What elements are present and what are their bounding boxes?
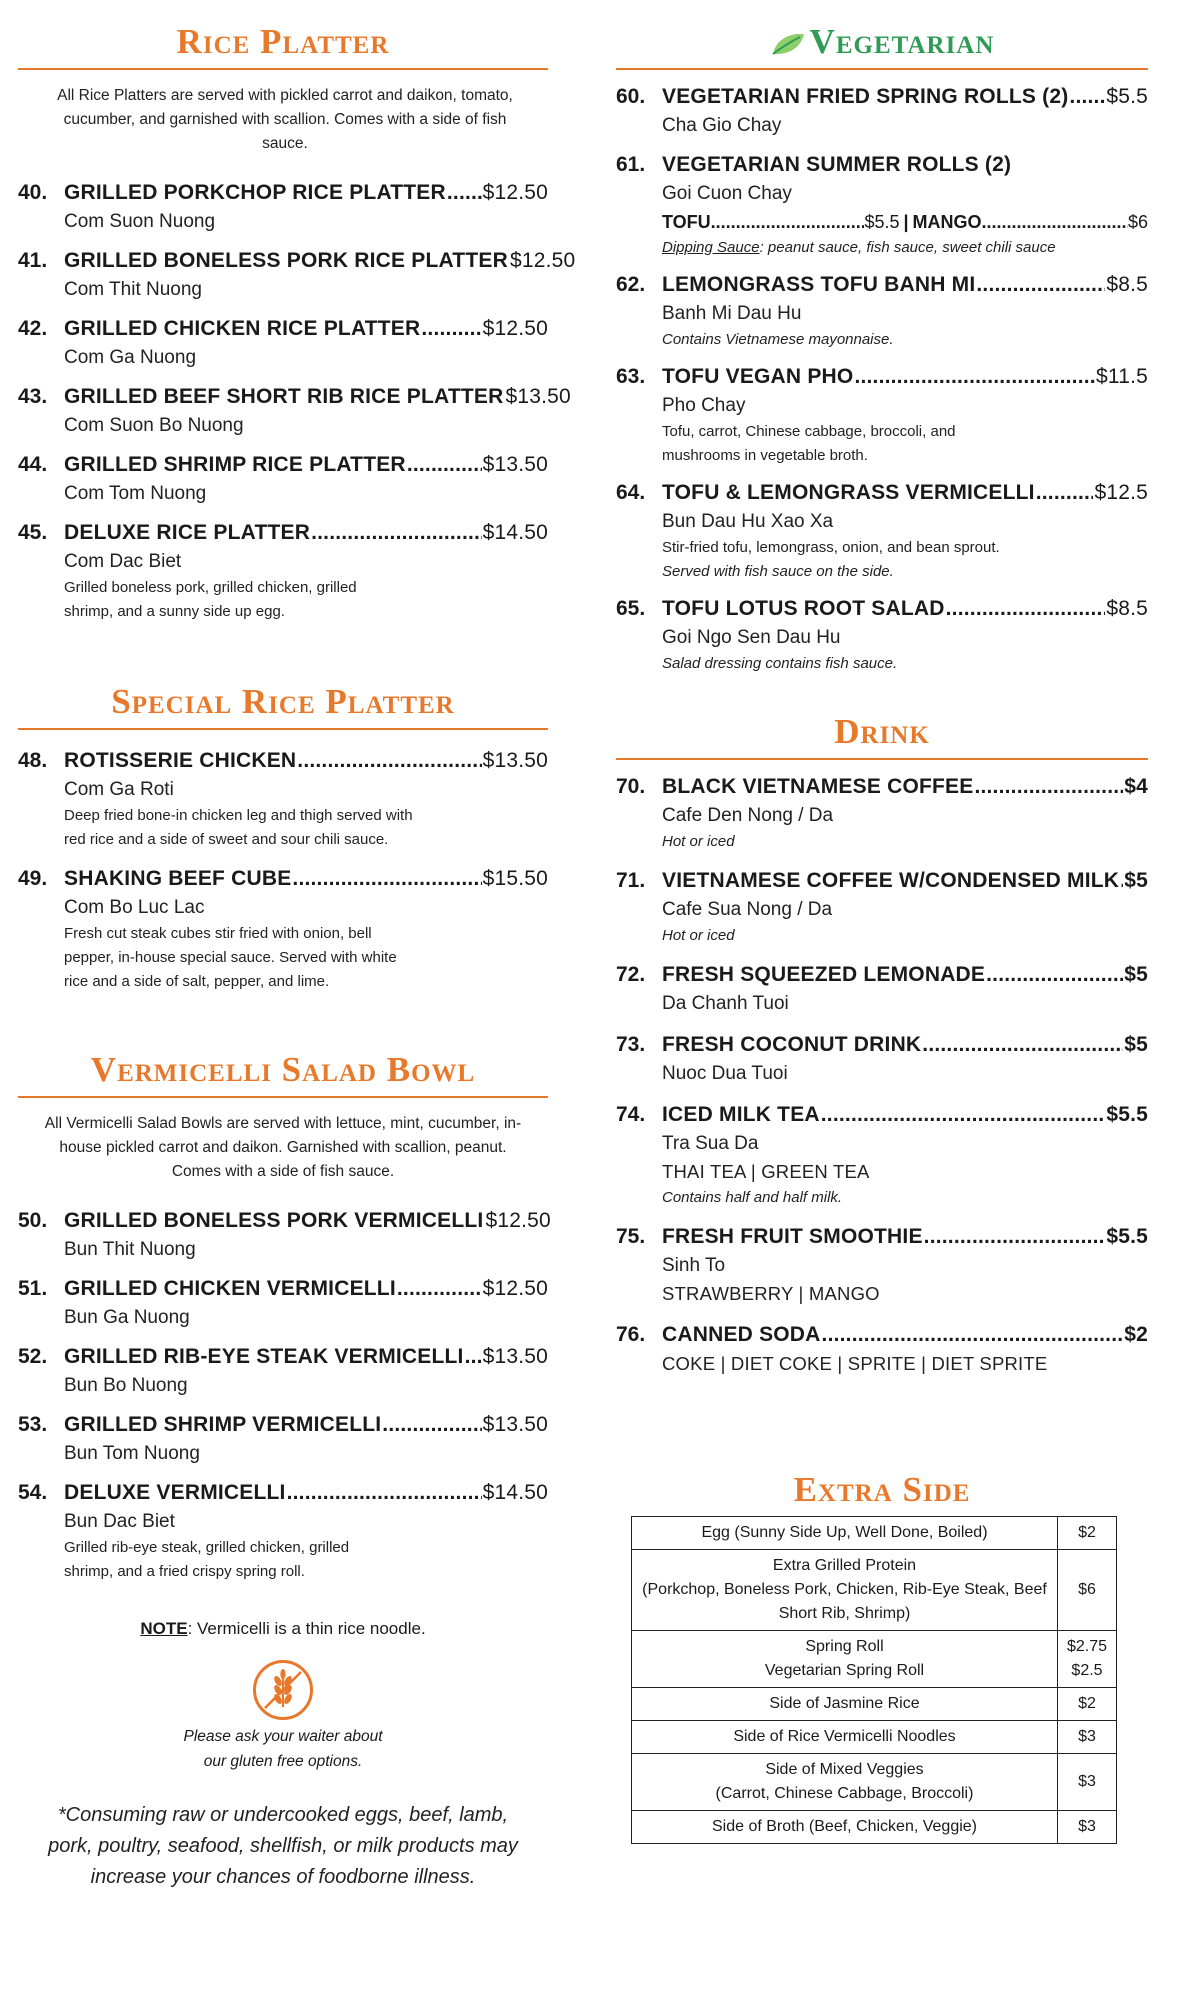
item-number: 70. xyxy=(616,775,646,798)
item-description: Tofu, carrot, Chinese cabbage, broccoli, and mushrooms in vegetable broth. xyxy=(662,423,956,464)
item-note: Hot or iced xyxy=(662,833,735,850)
item-options: COKE | DIET COKE | SPRITE | DIET SPRITE xyxy=(662,1353,1048,1374)
item-subtitle: Da Chanh Tuoi xyxy=(662,993,789,1014)
menu-item xyxy=(18,246,576,304)
dot-leader xyxy=(421,314,481,344)
menu-item xyxy=(616,1320,1148,1378)
item-price: $8.5 xyxy=(1106,597,1148,620)
dot-leader xyxy=(311,518,481,548)
item-name: DELUXE RICE PLATTER xyxy=(64,521,311,544)
item-header xyxy=(662,478,1148,508)
dot-leader xyxy=(1069,82,1105,112)
item-price: $11.5 xyxy=(1096,365,1148,388)
menu-item xyxy=(18,450,548,508)
rice-platter-title: Rice Platter xyxy=(176,22,390,61)
extra-side-row xyxy=(632,1721,1117,1754)
dipping-text: : peanut sauce, fish sauce, sweet chili sauce xyxy=(759,239,1056,256)
extra-side-line: (Carrot, Chinese Cabbage, Broccoli) xyxy=(715,1785,974,1802)
item-name: FRESH FRUIT SMOOTHIE xyxy=(662,1225,923,1248)
item-subtitle: Com Ga Nuong xyxy=(64,347,197,368)
menu-item xyxy=(18,314,548,372)
mango-price: $6 xyxy=(1127,212,1148,232)
item-header xyxy=(662,150,1148,180)
item-subtitle: Com Suon Nuong xyxy=(64,211,216,232)
extra-side-price-value: $2 xyxy=(1078,1524,1096,1541)
dot-leader xyxy=(982,208,1128,236)
menu-item xyxy=(18,1342,548,1400)
item-header xyxy=(662,866,1148,896)
item-header xyxy=(64,382,571,412)
item-header xyxy=(64,746,548,776)
item-subtitle: Banh Mi Dau Hu xyxy=(662,303,802,324)
menu-item xyxy=(18,746,548,852)
extra-side-row xyxy=(632,1517,1117,1550)
left-column xyxy=(18,0,576,1893)
extra-side-item xyxy=(632,1811,1058,1844)
item-number: 63. xyxy=(616,365,646,388)
dot-leader xyxy=(946,594,1106,624)
item-subtitle: Bun Thit Nuong xyxy=(64,1239,196,1260)
item-name: ROTISSERIE CHICKEN xyxy=(64,749,297,772)
special-rice-platter-list xyxy=(18,746,548,994)
item-note: Hot or iced xyxy=(662,927,735,944)
item-number: 75. xyxy=(616,1225,646,1248)
tofu-label: TOFU xyxy=(662,212,711,232)
item-price: $12.50 xyxy=(509,249,576,272)
dot-leader xyxy=(974,772,1123,802)
extra-side-row xyxy=(632,1754,1117,1811)
extra-side-item xyxy=(632,1517,1058,1550)
item-header xyxy=(64,314,548,344)
item-description: Deep fried bone-in chicken leg and thigh served with red rice and a side of sweet and sour chili sauce. xyxy=(64,807,413,848)
extra-side-item xyxy=(632,1754,1058,1811)
item-header xyxy=(662,960,1148,990)
summer-roll-options xyxy=(662,208,1148,236)
item-subtitle: Com Dac Biet xyxy=(64,551,182,572)
item-subtitle: Goi Cuon Chay xyxy=(662,183,792,204)
menu-item xyxy=(18,382,571,440)
item-name: CANNED SODA xyxy=(662,1323,821,1346)
item-header xyxy=(662,1100,1148,1130)
item-name: TOFU & LEMONGRASS VERMICELLI xyxy=(662,481,1035,504)
dot-leader xyxy=(287,1478,482,1508)
item-number: 73. xyxy=(616,1033,646,1056)
extra-side-row xyxy=(632,1550,1117,1631)
menu-item xyxy=(616,362,1148,468)
item-header xyxy=(64,1410,548,1440)
vegetarian-title: Vegetarian xyxy=(809,22,995,61)
item-note: Served with fish sauce on the side. xyxy=(662,563,894,580)
extra-side-item xyxy=(632,1631,1058,1688)
item-header xyxy=(662,594,1148,624)
item-number: 54. xyxy=(18,1481,48,1504)
menu-item xyxy=(616,150,1148,260)
section-divider xyxy=(18,1096,548,1098)
menu-item xyxy=(616,772,1148,854)
item-name: GRILLED CHICKEN RICE PLATTER xyxy=(64,317,421,340)
drink-list xyxy=(616,772,1148,1378)
section-divider xyxy=(18,68,548,70)
extra-side-price-value: $2.75 xyxy=(1066,1638,1108,1655)
item-number: 64. xyxy=(616,481,646,504)
extra-side-price xyxy=(1058,1550,1117,1631)
rice-platter-list xyxy=(18,178,576,624)
item-price: $5.5 xyxy=(1106,1225,1148,1248)
item-name: GRILLED SHRIMP RICE PLATTER xyxy=(64,453,406,476)
vegetarian-title-row xyxy=(616,20,1148,64)
item-number: 65. xyxy=(616,597,646,620)
item-subtitle: Cafe Sua Nong / Da xyxy=(662,899,833,920)
item-number: 43. xyxy=(18,385,48,408)
menu-item xyxy=(18,178,548,236)
item-subtitle: Tra Sua Da xyxy=(662,1133,759,1154)
right-column xyxy=(616,0,1148,1844)
dot-leader xyxy=(447,178,482,208)
extra-side-line: (Porkchop, Boneless Pork, Chicken, Rib-Eye Steak, Beef Short Rib, Shrimp) xyxy=(642,1581,1047,1622)
item-name: ICED MILK TEA xyxy=(662,1103,820,1126)
item-header xyxy=(64,450,548,480)
menu-item xyxy=(18,1410,548,1468)
menu-item xyxy=(616,1100,1148,1210)
item-subtitle: Com Suon Bo Nuong xyxy=(64,415,244,436)
menu-item xyxy=(616,1030,1148,1088)
item-name: VEGETARIAN SUMMER ROLLS (2) xyxy=(662,153,1012,176)
item-number: 52. xyxy=(18,1345,48,1368)
item-header xyxy=(64,178,548,208)
item-subtitle: Com Ga Roti xyxy=(64,779,174,800)
dot-leader xyxy=(854,362,1095,392)
item-note: Contains half and half milk. xyxy=(662,1189,843,1206)
item-header xyxy=(64,518,548,548)
extra-side-price-value: $6 xyxy=(1078,1581,1096,1598)
leaf-icon xyxy=(770,24,806,68)
dipping-label: Dipping Sauce xyxy=(662,239,760,256)
dot-leader xyxy=(382,1410,481,1440)
item-header xyxy=(64,1342,548,1372)
extra-side-line: Extra Grilled Protein xyxy=(772,1557,917,1574)
item-number: 72. xyxy=(616,963,646,986)
extra-side-row xyxy=(632,1811,1117,1844)
item-header xyxy=(662,270,1148,300)
item-note: Contains Vietnamese mayonnaise. xyxy=(662,331,894,348)
item-header xyxy=(64,246,576,276)
dot-leader xyxy=(922,1030,1123,1060)
dot-leader xyxy=(1120,866,1123,896)
extra-side-line: Side of Broth (Beef, Chicken, Veggie) xyxy=(711,1818,978,1835)
item-subtitle: Goi Ngo Sen Dau Hu xyxy=(662,627,841,648)
item-description: Grilled rib-eye steak, grilled chicken, grilled shrimp, and a fried crispy spring roll. xyxy=(64,1539,350,1580)
item-price: $13.50 xyxy=(482,1413,548,1436)
extra-side-line: Side of Jasmine Rice xyxy=(769,1695,920,1712)
extra-side-row xyxy=(632,1631,1117,1688)
special-rice-platter-title: Special Rice Platter xyxy=(111,682,455,721)
item-description: Stir-fried tofu, lemongrass, onion, and bean sprout. xyxy=(662,539,1000,556)
item-header xyxy=(662,1222,1148,1252)
item-header xyxy=(64,1206,551,1236)
menu-item xyxy=(616,270,1148,352)
item-name: GRILLED BONELESS PORK VERMICELLI xyxy=(64,1209,484,1232)
item-subtitle: Nuoc Dua Tuoi xyxy=(662,1063,788,1084)
dot-leader xyxy=(821,1100,1106,1130)
extra-side-item xyxy=(632,1721,1058,1754)
item-description: Fresh cut steak cubes stir fried with onion, bell pepper, in-house special sauce. Served with white rice and a side of salt, pepper, and lime. xyxy=(64,925,397,990)
item-header xyxy=(662,772,1148,802)
item-name: FRESH SQUEEZED LEMONADE xyxy=(662,963,986,986)
item-name: GRILLED CHICKEN VERMICELLI xyxy=(64,1277,396,1300)
menu-item xyxy=(616,866,1148,948)
item-options: STRAWBERRY | MANGO xyxy=(662,1283,880,1304)
item-price: $13.50 xyxy=(482,1345,548,1368)
dot-leader xyxy=(822,1320,1124,1350)
item-header xyxy=(662,82,1148,112)
item-subtitle: Com Bo Luc Lac xyxy=(64,897,205,918)
item-name: LEMONGRASS TOFU BANH MI xyxy=(662,273,976,296)
item-subtitle: Com Thit Nuong xyxy=(64,279,202,300)
extra-side-price xyxy=(1058,1631,1117,1688)
dot-leader xyxy=(986,960,1123,990)
item-name: VIETNAMESE COFFEE W/CONDENSED MILK xyxy=(662,869,1120,892)
extra-side-line: Egg (Sunny Side Up, Well Done, Boiled) xyxy=(701,1524,988,1541)
dot-leader xyxy=(924,1222,1106,1252)
extra-side-row xyxy=(632,1688,1117,1721)
item-price: $14.50 xyxy=(482,521,548,544)
drink-title: Drink xyxy=(834,712,930,751)
item-price: $12.5 xyxy=(1094,481,1148,504)
menu-item xyxy=(18,518,548,624)
option-separator: | xyxy=(903,212,909,232)
menu-item xyxy=(18,1206,551,1264)
mango-label: MANGO xyxy=(912,212,982,232)
item-name: FRESH COCONUT DRINK xyxy=(662,1033,922,1056)
menu-item xyxy=(616,594,1148,676)
item-note: Salad dressing contains fish sauce. xyxy=(662,655,898,672)
extra-side-line: Side of Rice Vermicelli Noodles xyxy=(733,1728,956,1745)
vermicelli-note xyxy=(18,1616,548,1642)
gluten-free-note: Please ask your waiter about our gluten free options. xyxy=(183,1728,383,1770)
item-price: $5.5 xyxy=(1106,1103,1148,1126)
item-number: 44. xyxy=(18,453,48,476)
menu-item xyxy=(616,82,1148,140)
item-name: DELUXE VERMICELLI xyxy=(64,1481,286,1504)
item-number: 50. xyxy=(18,1209,48,1232)
item-price: $15.50 xyxy=(482,867,548,890)
item-header xyxy=(64,1274,548,1304)
item-description: Grilled boneless pork, grilled chicken, grilled shrimp, and a sunny side up egg. xyxy=(64,579,357,620)
vermicelli-list xyxy=(18,1206,551,1584)
extra-side-price xyxy=(1058,1517,1117,1550)
item-number: 71. xyxy=(616,869,646,892)
extra-side-price-value: $3 xyxy=(1078,1728,1096,1745)
tofu-price: $5.5 xyxy=(864,212,900,232)
item-price: $14.50 xyxy=(482,1481,548,1504)
item-price: $4 xyxy=(1124,775,1148,798)
item-name: TOFU LOTUS ROOT SALAD xyxy=(662,597,945,620)
item-number: 76. xyxy=(616,1323,646,1346)
item-price: $12.50 xyxy=(482,1277,548,1300)
item-price: $12.50 xyxy=(482,317,548,340)
vermicelli-intro: All Vermicelli Salad Bowls are served with lettuce, mint, cucumber, in-house pickled carrot and daikon. Garnished with scallion, peanut. Comes with a side of fish sauce. xyxy=(44,1115,522,1180)
item-header xyxy=(662,1030,1148,1060)
item-number: 60. xyxy=(616,85,646,108)
menu-item xyxy=(616,1222,1148,1308)
dot-leader xyxy=(297,746,481,776)
extra-side-price-value: $2.5 xyxy=(1071,1662,1103,1679)
item-name: GRILLED BEEF SHORT RIB RICE PLATTER xyxy=(64,385,504,408)
extra-side-price xyxy=(1058,1754,1117,1811)
item-subtitle: Cafe Den Nong / Da xyxy=(662,805,834,826)
extra-side-title: Extra Side xyxy=(793,1470,971,1509)
item-number: 49. xyxy=(18,867,48,890)
item-subtitle: Cha Gio Chay xyxy=(662,115,782,136)
item-price: $13.50 xyxy=(482,453,548,476)
item-number: 51. xyxy=(18,1277,48,1300)
item-number: 53. xyxy=(18,1413,48,1436)
item-price: $12.50 xyxy=(485,1209,551,1232)
menu-item xyxy=(18,1478,548,1584)
menu-item xyxy=(616,960,1148,1018)
item-price: $5.5 xyxy=(1106,85,1148,108)
vegetarian-list xyxy=(616,82,1148,676)
item-number: 41. xyxy=(18,249,48,272)
extra-side-price xyxy=(1058,1811,1117,1844)
menu-item xyxy=(18,1274,548,1332)
item-name: TOFU VEGAN PHO xyxy=(662,365,854,388)
extra-side-item xyxy=(632,1550,1058,1631)
dot-leader xyxy=(1036,478,1094,508)
item-subtitle: Pho Chay xyxy=(662,395,746,416)
item-number: 42. xyxy=(18,317,48,340)
dot-leader xyxy=(292,864,481,894)
item-number: 61. xyxy=(616,153,646,176)
item-number: 48. xyxy=(18,749,48,772)
menu-item xyxy=(616,478,1148,584)
item-subtitle: Com Tom Nuong xyxy=(64,483,207,504)
item-header xyxy=(662,1320,1148,1350)
item-name: GRILLED RIB-EYE STEAK VERMICELLI xyxy=(64,1345,464,1368)
extra-side-table xyxy=(631,1516,1117,1844)
item-price: $5 xyxy=(1124,869,1148,892)
extra-side-line: Vegetarian Spring Roll xyxy=(764,1662,925,1679)
item-price: $13.50 xyxy=(505,385,571,408)
item-subtitle: Bun Tom Nuong xyxy=(64,1443,200,1464)
item-number: 40. xyxy=(18,181,48,204)
dot-leader xyxy=(711,208,865,236)
food-safety-warning: *Consuming raw or undercooked eggs, beef, lamb, pork, poultry, seafood, shellfish, or milk products may increase your chances of foodborne illness. xyxy=(48,1804,518,1888)
item-subtitle: Bun Bo Nuong xyxy=(64,1375,188,1396)
item-price: $8.5 xyxy=(1106,273,1148,296)
extra-side-line: Spring Roll xyxy=(805,1638,884,1655)
item-options: THAI TEA | GREEN TEA xyxy=(662,1161,870,1182)
item-header xyxy=(662,362,1148,392)
extra-side-price-value: $3 xyxy=(1078,1818,1096,1835)
extra-side-line: Side of Mixed Veggies xyxy=(765,1761,924,1778)
rice-platter-intro: All Rice Platters are served with pickled carrot and daikon, tomato, cucumber, and garnished with scallion. Comes with a side of fish sauce. xyxy=(57,87,513,152)
note-label: NOTE xyxy=(140,1619,188,1638)
item-price: $5 xyxy=(1124,963,1148,986)
item-price: $12.50 xyxy=(482,181,548,204)
dipping-sauce xyxy=(662,236,1148,260)
item-subtitle: Bun Dau Hu Xao Xa xyxy=(662,511,834,532)
item-price: $5 xyxy=(1124,1033,1148,1056)
dot-leader xyxy=(976,270,1105,300)
item-header xyxy=(64,1478,548,1508)
note-text: : Vermicelli is a thin rice noodle. xyxy=(187,1619,426,1638)
extra-side-price-value: $2 xyxy=(1078,1695,1096,1712)
item-price: $2 xyxy=(1124,1323,1148,1346)
item-number: 74. xyxy=(616,1103,646,1126)
extra-side-price xyxy=(1058,1688,1117,1721)
dot-leader xyxy=(407,450,482,480)
item-price: $13.50 xyxy=(482,749,548,772)
item-subtitle: Bun Dac Biet xyxy=(64,1511,175,1532)
item-name: GRILLED SHRIMP VERMICELLI xyxy=(64,1413,382,1436)
item-name: GRILLED PORKCHOP RICE PLATTER xyxy=(64,181,446,204)
dot-leader xyxy=(397,1274,482,1304)
item-subtitle: Bun Ga Nuong xyxy=(64,1307,190,1328)
item-number: 45. xyxy=(18,521,48,544)
menu-item xyxy=(18,864,548,994)
item-name: BLACK VIETNAMESE COFFEE xyxy=(662,775,974,798)
item-number: 62. xyxy=(616,273,646,296)
item-name: VEGETARIAN FRIED SPRING ROLLS (2) xyxy=(662,85,1069,108)
dot-leader xyxy=(465,1342,482,1372)
item-name: GRILLED BONELESS PORK RICE PLATTER xyxy=(64,249,508,272)
vermicelli-title: Vermicelli Salad Bowl xyxy=(90,1050,476,1089)
extra-side-item xyxy=(632,1688,1058,1721)
item-name: SHAKING BEEF CUBE xyxy=(64,867,292,890)
item-header xyxy=(64,864,548,894)
extra-side-price xyxy=(1058,1721,1117,1754)
extra-side-price-value: $3 xyxy=(1078,1773,1096,1790)
gluten-free-wheat-icon xyxy=(253,1660,313,1720)
item-subtitle: Sinh To xyxy=(662,1255,726,1276)
